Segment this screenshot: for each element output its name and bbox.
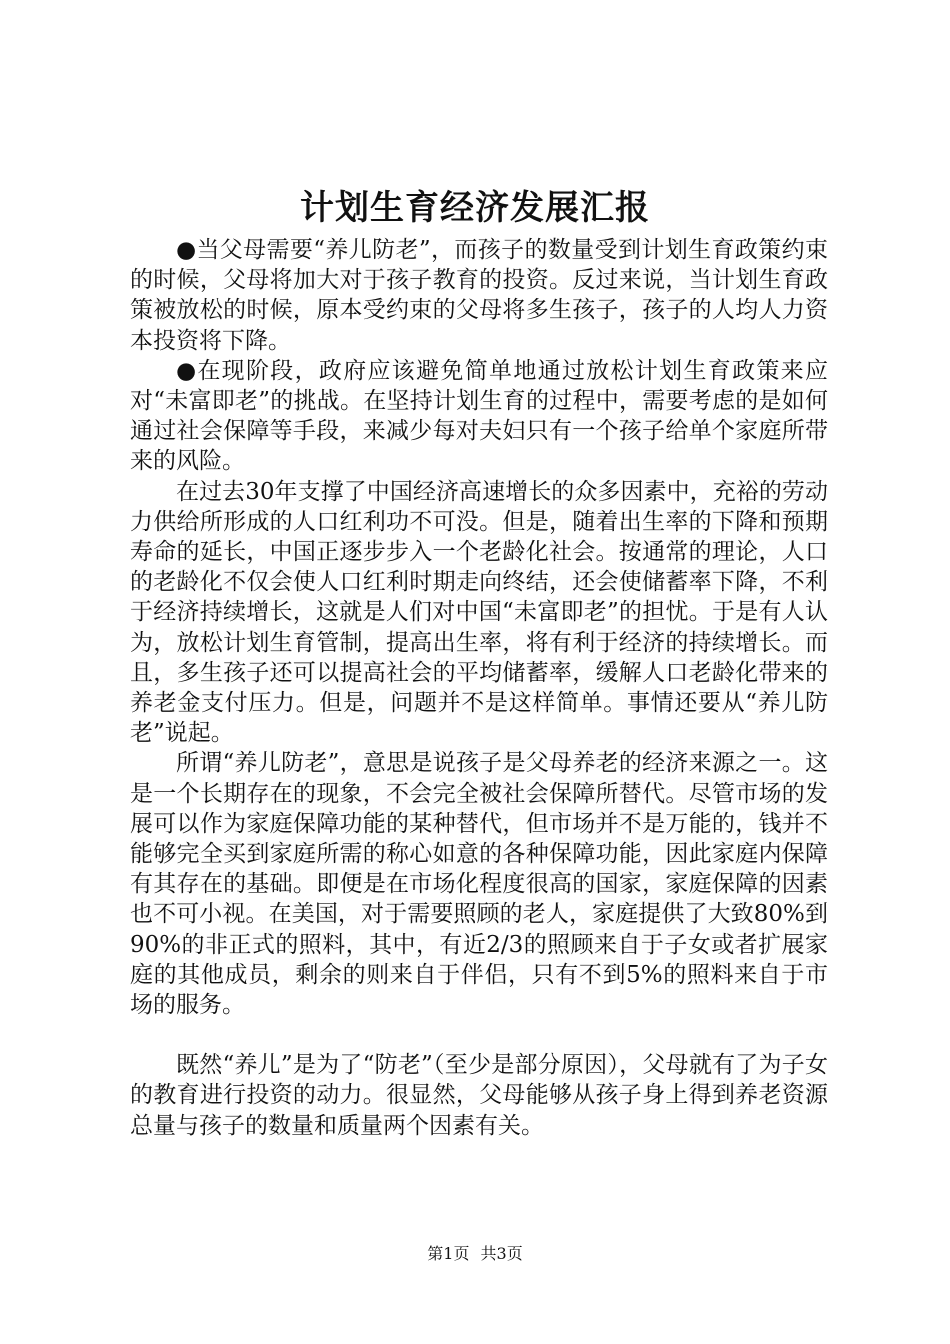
document-title: 计划生育经济发展汇报 [300,188,650,228]
paragraph-spacer [130,1020,828,1050]
document-body [130,235,828,1141]
paragraph-2: ●在现阶段，政府应该避免简单地通过放松计划生育政策来应对“未富即老”的挑战。在坚持计划生育的过程中，需要考虑的是如何通过社会保障等手段，来减少每对夫妇只有一个孩子给单个家庭所带来的风险。 [130,357,828,475]
paragraph-4: 所谓“养儿防老”，意思是说孩子是父母养老的经济来源之一。这是一个长期存在的现象，不会完全被社会保障所替代。尽管市场的发展可以作为家庭保障功能的某种替代，但市场并不是万能的，钱并不能够完全买到家庭所需的称心如意的各种保障功能，因此家庭内保障有其存在的基础。即便是在市场化程度很高的国家，家庭保障的因素也不可小视。在美国，对于需要照顾的老人，家庭提供了大致80%到90%的非正式的照料，其中，有近2/3的照顾来自于子女或者扩展家庭的其他成员，剩余的则来自于伴侣，只有不到5%的照料来自于市场的服务。 [130,750,828,1019]
page-total: 共3页 [480,1244,523,1263]
page-number: 第1页 [427,1244,470,1263]
paragraph-1: ●当父母需要“养儿防老”，而孩子的数量受到计划生育政策约束的时候，父母将加大对于孩子教育的投资。反过来说，当计划生育政策被放松的时候，原本受约束的父母将多生孩子，孩子的人均人力资本投资将下降。 [130,237,828,354]
page-footer [0,1243,950,1265]
paragraph-3: 在过去30年支撑了中国经济高速增长的众多因素中，充裕的劳动力供给所形成的人口红利功不可没。但是，随着出生率的下降和预期寿命的延长，中国正逐步步入一个老龄化社会。按通常的理论，人口的老龄化不仅会使人口红利时期走向终结，还会使储蓄率下降，不利于经济持续增长，这就是人们对中国“未富即老”的担忧。于是有人认为，放松计划生育管制，提高出生率，将有利于经济的持续增长。而且，多生孩子还可以提高社会的平均储蓄率，缓解人口老龄化带来的养老金支付压力。但是，问题并不是这样简单。事情还要从“养儿防老”说起。 [130,478,828,747]
paragraph-5: 既然“养儿”是为了“防老”（至少是部分原因），父母就有了为子女的教育进行投资的动力。很显然，父母能够从孩子身上得到养老资源总量与孩子的数量和质量两个因素有关。 [130,1052,828,1139]
